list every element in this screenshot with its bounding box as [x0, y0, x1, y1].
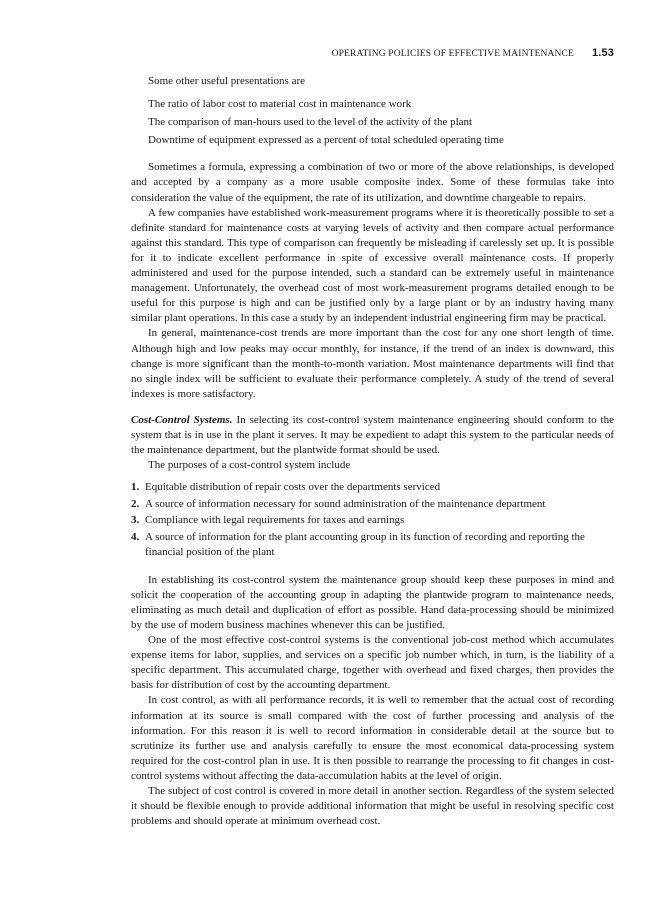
- list-text: A source of information for the plant accounting group in its function of recording and reporting the financial position of the plant: [145, 531, 585, 559]
- paragraph: In general, maintenance-cost trends are more important than the cost for any one short length of time. Although high and low peaks may occur monthly, for instance, if the trend of an index is downward, this change is more significant than the month-to-month variation. Most maintenance departments will find that no single index will be sufficient to evaluate their performance completely. A study of the trend of several indexes is more satisfactory.: [131, 327, 614, 400]
- list-text: A source of information necessary for sound administration of the maintenance department: [145, 497, 546, 510]
- list-item: [131, 497, 614, 512]
- purposes-intro: The purposes of a cost-control system include: [148, 459, 351, 472]
- section-heading: Cost-Control Systems.: [131, 413, 233, 426]
- list-number: 1.: [131, 481, 140, 494]
- page-header: [131, 47, 614, 63]
- list-item: [131, 513, 614, 528]
- cost-control-text: In selecting its cost-control system maintenance engineering should conform to the system that is in use in the plant it serves. It may be expedient to adapt this system to the particular needs of the maintenance department, but the plantwide format should be used.: [131, 413, 615, 457]
- paragraph: A few companies have established work-measurement programs where it is theoretically possible to set a definite standard for maintenance costs at varying levels of activity and then compare actual performance against this standard. This type of comparison can frequently be misleading if carelessly set up. It is possible for it to indicate excellent performance in spite of excessive overall maintenance costs. If properly administered and used for the purpose intended, such a standard can be extremely useful in maintenance management. Unfortunately, the overhead cost of most work-measurement programs detailed enough to be useful for this purpose is high and can be justified only by a large plant or by an industry having many similar plant operations. In this case a study by an independent industrial engineering firm may be practical.: [131, 206, 614, 325]
- list-text: Equitable distribution of repair costs over the departments serviced: [145, 481, 441, 494]
- presentations-intro: Some other useful presentations are: [148, 75, 306, 87]
- presentations-list: [148, 97, 614, 148]
- page-number: 1.53: [591, 47, 614, 59]
- list-item: The ratio of labor cost to material cost in maintenance work: [148, 98, 412, 111]
- cost-control-paragraph: [131, 413, 614, 458]
- list-number: 3.: [131, 514, 140, 527]
- paragraph: The subject of cost control is covered in more detail in another section. Regardless of the system selected it should be flexible enough to provide additional information that might be useful in resolving specific cost problems and should operate at minimum overhead cost.: [131, 785, 614, 828]
- list-number: 4.: [131, 531, 140, 544]
- list-text: Compliance with legal requirements for taxes and earnings: [145, 514, 405, 527]
- list-number: 2.: [131, 497, 140, 510]
- page-body: [131, 74, 614, 829]
- paragraph: Sometimes a formula, expressing a combination of two or more of the above relationships, is developed and accepted by a company as a more usable composite index. Some of these formulas take into consideration the value of the equipment, the rate of its utilization, and downtime chargeable to repairs.: [131, 161, 614, 204]
- purposes-list: [131, 480, 614, 560]
- list-item: [131, 480, 614, 495]
- running-title: OPERATING POLICIES OF EFFECTIVE MAINTENANCE: [331, 49, 574, 59]
- paragraph: In establishing its cost-control system the maintenance group should keep these purposes in mind and solicit the cooperation of the accounting group in adapting the plantwide program to maintenance needs, eliminating as much detail and duplication of effort as possible. Hand data-processing should be minimized by the use of modern business machines whenever this can be justified.: [131, 573, 614, 631]
- paragraph: One of the most effective cost-control systems is the conventional job-cost method which accumulates expense items for labor, supplies, and services on a specific job number which, in turn, is the liability of a specific department. This accumulated charge, together with overhead and fixed charges, then provides the basis for distribution of cost by the accounting department.: [131, 634, 614, 692]
- list-item: The comparison of man-hours used to the level of the activity of the plant: [148, 116, 473, 129]
- list-item: Downtime of equipment expressed as a percent of total scheduled operating time: [148, 134, 504, 147]
- paragraph: In cost control, as with all performance records, it is well to remember that the actual cost of recording information at its source is small compared with the cost of further processing and analysis of the information. For this reason it is well to record information in considerable detail at the source but to scrutinize its further use and analysis carefully to ensure the most economical data-processing system required for the cost-control plan in use. It is then possible to rearrange the processing to fit changes in cost-control systems without affecting the data-accumulation habits at the level of origin.: [131, 694, 614, 782]
- list-item: [131, 530, 614, 560]
